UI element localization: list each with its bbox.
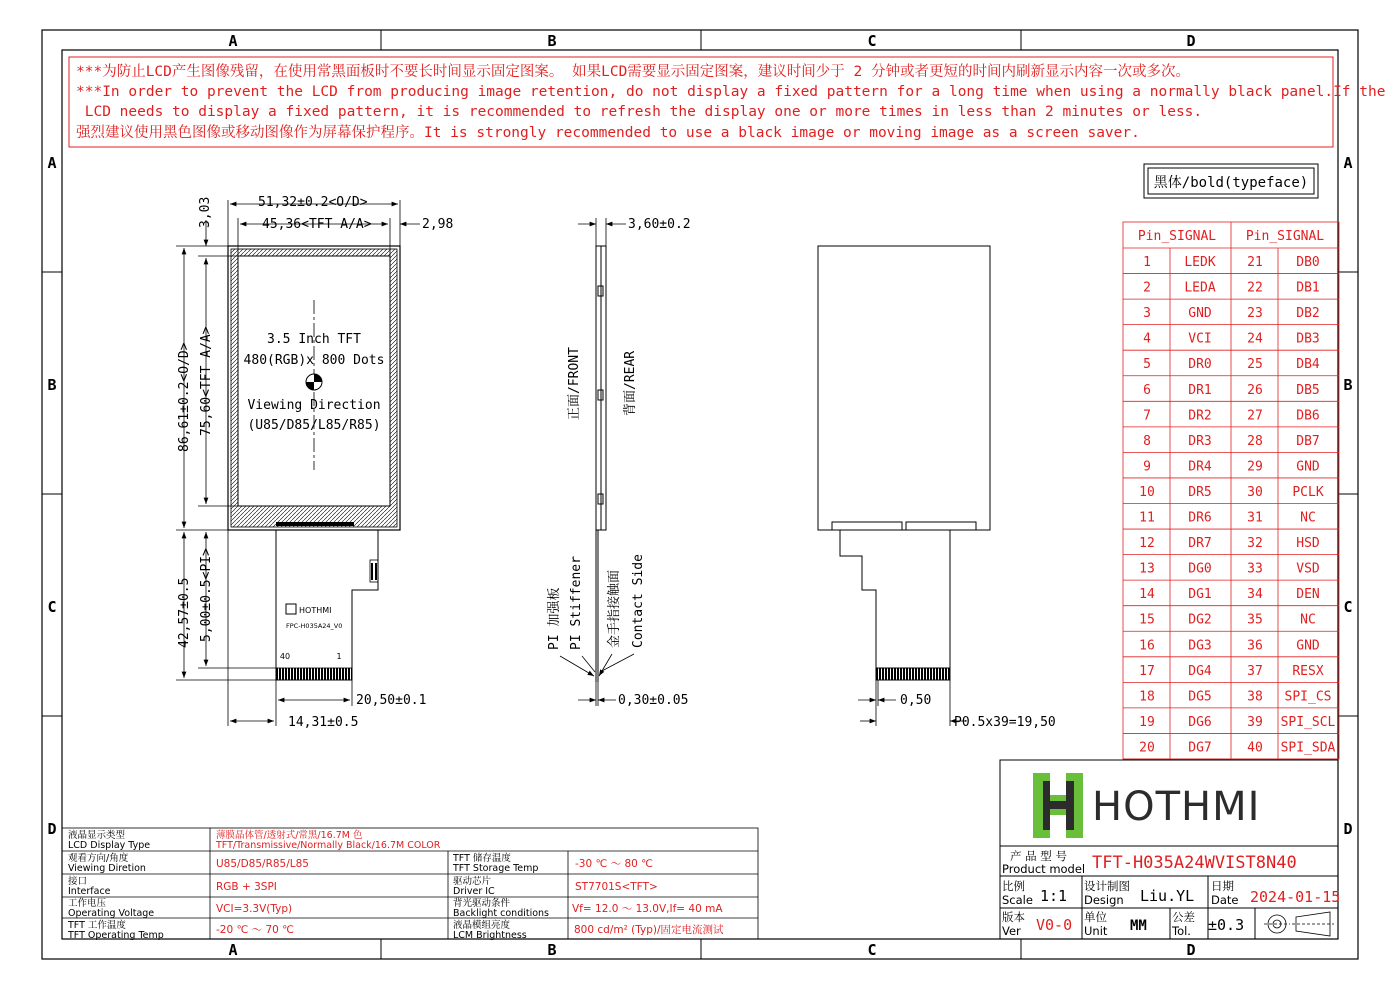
pin-number: 2 bbox=[1143, 280, 1151, 296]
dim-outline-height: 86,61±0.2<O/D> bbox=[177, 342, 192, 452]
pin-signal: SPI_CS bbox=[1284, 689, 1332, 705]
pin-number: 19 bbox=[1139, 714, 1155, 730]
spec-value: TFT/Transmissive/Normally Black/16.7M COLOR bbox=[216, 840, 441, 851]
col-label-bottom: A bbox=[228, 941, 238, 959]
typeface-label: 黑体/bold(typeface) bbox=[1153, 175, 1309, 191]
pin-number: 10 bbox=[1139, 484, 1155, 500]
date-label-en: Date bbox=[1211, 893, 1239, 907]
dim-top-margin: 3,03 bbox=[198, 196, 213, 228]
pin-signal: LEDK bbox=[1184, 255, 1216, 270]
spec-label-cn: 接口 bbox=[68, 876, 88, 887]
pin-signal: VSD bbox=[1296, 561, 1320, 577]
pin-signal: LEDA bbox=[1184, 280, 1216, 296]
pin-signal: DB2 bbox=[1296, 306, 1320, 322]
pin-number: 9 bbox=[1143, 459, 1151, 475]
pin-signal: GND bbox=[1296, 459, 1320, 475]
resolution-text: 480(RGB)x 800 Dots bbox=[243, 353, 385, 368]
pin-signal: SPI_SCL bbox=[1280, 714, 1336, 730]
brand-name: HOTHMI bbox=[1092, 784, 1261, 830]
fpc-logo-text: HOTHMI bbox=[299, 606, 332, 615]
spec-value: RGB + 3SPI bbox=[216, 881, 277, 893]
pin-signal: DR1 bbox=[1188, 382, 1212, 398]
row-label-right: B bbox=[1343, 376, 1353, 394]
pin-signal: DG4 bbox=[1188, 663, 1212, 679]
first-angle-projection-icon bbox=[1264, 912, 1334, 936]
spec-value: ST7701S<TFT> bbox=[575, 881, 658, 893]
tol-label-cn: 公差 bbox=[1172, 910, 1195, 924]
note-line: ***In order to prevent the LCD from producing image retention, do not display a fixed pattern for a long time when using a normally black panel.If the bbox=[76, 84, 1386, 100]
pin-number: 30 bbox=[1247, 484, 1263, 500]
pin-number: 32 bbox=[1247, 536, 1263, 552]
spec-label-cn: 驱动芯片 bbox=[453, 876, 492, 887]
pin-number: 28 bbox=[1247, 433, 1263, 449]
pin-table-header: Pin_SIGNAL bbox=[1245, 229, 1325, 244]
pin-number: 22 bbox=[1247, 280, 1263, 296]
scale-value: 1:1 bbox=[1040, 887, 1068, 905]
pin-number: 24 bbox=[1247, 331, 1263, 347]
rear-label: 背面/REAR bbox=[623, 350, 638, 416]
pin-number: 3 bbox=[1143, 306, 1151, 322]
spec-label-en: Backlight conditions bbox=[453, 908, 550, 919]
pin-number: 33 bbox=[1247, 561, 1263, 577]
scale-label-en: Scale bbox=[1002, 893, 1033, 907]
pin-number: 34 bbox=[1247, 587, 1263, 603]
pin-signal: DR6 bbox=[1188, 510, 1212, 526]
spec-label-en: Operating Voltage bbox=[68, 908, 155, 919]
fpc-part-text: FPC-H035A24_V0 bbox=[286, 622, 343, 630]
contact-side-cn: 金手指接触面 bbox=[607, 569, 622, 648]
note-line: LCD needs to display a fixed pattern, it is recommended to refresh the display one or more times in less than 2 minutes or less. bbox=[76, 104, 1203, 120]
spec-label-cn: 观看方向/角度 bbox=[68, 853, 129, 864]
row-label-left: D bbox=[47, 820, 57, 838]
pin-signal: GND bbox=[1188, 306, 1212, 322]
designer-value: Liu.YL bbox=[1140, 887, 1195, 905]
pin-table-header: Pin_SIGNAL bbox=[1137, 229, 1217, 244]
spec-value: U85/D85/R85/L85 bbox=[216, 858, 309, 870]
rear-view bbox=[818, 246, 990, 726]
pin-signal: DG3 bbox=[1188, 638, 1212, 654]
pin-number: 17 bbox=[1139, 663, 1155, 679]
viewing-direction-text: Viewing Direction bbox=[247, 398, 381, 413]
pin-number: 27 bbox=[1247, 408, 1263, 424]
note-line: 强烈建议使用黑色图像或移动图像作为屏幕保护程序。It is strongly recommended to use a black image or moving image as a screen saver. bbox=[76, 125, 1140, 141]
spec-label-cn: 背光驱动条件 bbox=[453, 898, 511, 909]
spec-value: -30 ℃ ～ 80 ℃ bbox=[575, 858, 653, 870]
pin-signal: DG0 bbox=[1188, 561, 1212, 577]
pin-signal: DG2 bbox=[1188, 612, 1212, 628]
spec-label-cn: 工作电压 bbox=[68, 898, 107, 909]
pin-number: 37 bbox=[1247, 663, 1263, 679]
ver-label-en: Ver bbox=[1002, 924, 1021, 938]
dim-right-margin: 2,98 bbox=[422, 217, 454, 232]
dim-pitch: P0.5x39=19,50 bbox=[954, 715, 1056, 730]
pin-number: 23 bbox=[1247, 306, 1263, 322]
spec-value: 薄膜晶体管/透射式/常黑/16.7M 色 bbox=[216, 830, 363, 841]
dim-thickness: 3,60±0.2 bbox=[628, 217, 691, 232]
pi-stiffener-cn: PI 加强板 bbox=[547, 587, 562, 650]
spec-label-en: Viewing Diretion bbox=[68, 863, 146, 874]
pin-last-label: 1 bbox=[336, 652, 342, 661]
unit-label-en: Unit bbox=[1084, 924, 1108, 938]
contact-side-en: Contact Side bbox=[631, 554, 646, 648]
pin-first-label: 40 bbox=[279, 652, 291, 661]
pin-number: 7 bbox=[1143, 408, 1151, 424]
pin-signal: DB0 bbox=[1296, 255, 1320, 270]
col-label-bottom: B bbox=[547, 941, 557, 959]
pin-signal: DR5 bbox=[1188, 484, 1212, 500]
pin-signal: DB3 bbox=[1296, 331, 1320, 347]
spec-label-cn: 液晶显示类型 bbox=[68, 830, 126, 841]
pin-number: 40 bbox=[1247, 740, 1263, 756]
tol-value: ±0.3 bbox=[1208, 916, 1245, 934]
design-label-cn: 设计制图 bbox=[1084, 879, 1130, 893]
pin-signal: NC bbox=[1300, 510, 1316, 526]
pin-signal: GND bbox=[1296, 638, 1320, 654]
col-label-top: C bbox=[867, 32, 877, 50]
dim-pi-length: 5,00±0.5<PI> bbox=[199, 548, 214, 642]
pin-number: 36 bbox=[1247, 638, 1263, 654]
pin-signal: VCI bbox=[1188, 331, 1212, 347]
product-model: TFT-H035A24WVIST8N40 bbox=[1092, 853, 1297, 873]
row-label-right: C bbox=[1343, 598, 1353, 616]
pin-signal: DG1 bbox=[1188, 587, 1212, 603]
spec-label-en: TFT Operating Temp bbox=[68, 930, 164, 941]
pin-number: 35 bbox=[1247, 612, 1263, 628]
pin-number: 26 bbox=[1247, 382, 1263, 398]
pin-number: 12 bbox=[1139, 536, 1155, 552]
pin-number: 6 bbox=[1143, 382, 1151, 398]
pin-number: 18 bbox=[1139, 689, 1155, 705]
note-line: ***为防止LCD产生图像残留，在使用常黑面板时不要长时间显示固定图案。 如果LCD需要显示固定图案，建议时间少于 2 分钟或者更短的时间内刷新显示内容一次或多次。 bbox=[76, 64, 1190, 80]
pin-signal: HSD bbox=[1296, 536, 1320, 552]
viewing-angles-text: (U85/D85/L85/R85) bbox=[247, 418, 381, 433]
pin-number: 14 bbox=[1139, 587, 1155, 603]
row-label-left: B bbox=[47, 376, 57, 394]
dim-fpc-width: 20,50±0.1 bbox=[356, 693, 427, 708]
pin-signal: SPI_SDA bbox=[1280, 740, 1336, 756]
scale-label-cn: 比例 bbox=[1002, 879, 1025, 893]
dim-outline-width: 51,32±0.2<O/D> bbox=[258, 195, 368, 210]
pin-signal: DR4 bbox=[1188, 459, 1212, 475]
tol-label-en: Tol. bbox=[1172, 924, 1191, 938]
dim-fpc-length: 42,57±0.5 bbox=[177, 577, 192, 648]
pin-number: 11 bbox=[1139, 510, 1155, 526]
pin-signal: DG5 bbox=[1188, 689, 1212, 705]
spec-label-en: Driver IC bbox=[453, 886, 495, 897]
row-label-right: D bbox=[1343, 820, 1353, 838]
spec-value: Vf= 12.0 ～ 13.0V,If= 40 mA bbox=[572, 903, 723, 915]
spec-value: -20 ℃ ～ 70 ℃ bbox=[216, 924, 294, 936]
pin-signal: DG6 bbox=[1188, 714, 1212, 730]
hothmi-logo bbox=[1033, 773, 1083, 838]
unit-value: MM bbox=[1130, 918, 1147, 934]
pin-number: 29 bbox=[1247, 459, 1263, 475]
spec-value: 800 cd/m² (Typ)/固定电流测试 bbox=[574, 924, 724, 936]
pin-signal: DEN bbox=[1296, 587, 1320, 603]
ver-value: V0-0 bbox=[1036, 916, 1073, 934]
design-label-en: Design bbox=[1084, 893, 1124, 907]
dim-aa-height: 75,60<TFT A/A> bbox=[199, 326, 214, 436]
pin-number: 25 bbox=[1247, 357, 1263, 373]
pin-signal: RESX bbox=[1292, 663, 1324, 679]
row-label-left: A bbox=[47, 154, 57, 172]
pin-number: 31 bbox=[1247, 510, 1263, 526]
dim-fpc-thickness: 0,30±0.05 bbox=[618, 693, 689, 708]
col-label-top: B bbox=[547, 32, 557, 50]
spec-label-en: LCM Brightness bbox=[453, 930, 527, 941]
pin-number: 38 bbox=[1247, 689, 1263, 705]
pin-number: 13 bbox=[1139, 561, 1155, 577]
dim-pin-width: 0,50 bbox=[900, 693, 932, 708]
ver-label-cn: 版本 bbox=[1002, 910, 1025, 924]
pin-number: 16 bbox=[1139, 638, 1155, 654]
pin-signal: DG7 bbox=[1188, 740, 1212, 756]
dim-fpc-offset: 14,31±0.5 bbox=[288, 715, 359, 730]
screen-size-text: 3.5 Inch TFT bbox=[267, 332, 361, 347]
date-label-cn: 日期 bbox=[1211, 879, 1234, 893]
spec-label-cn: TFT 工作温度 bbox=[68, 920, 126, 931]
row-label-right: A bbox=[1343, 154, 1353, 172]
spec-value: VCI=3.3V(Typ) bbox=[216, 903, 293, 915]
pin-number: 39 bbox=[1247, 714, 1263, 730]
pi-stiffener-en: PI Stiffener bbox=[569, 556, 584, 650]
pin-signal: DR3 bbox=[1188, 433, 1212, 449]
col-label-top: D bbox=[1186, 32, 1196, 50]
row-label-left: C bbox=[47, 598, 57, 616]
pin-signal: DR2 bbox=[1188, 408, 1212, 424]
spec-label-en: TFT Storage Temp bbox=[453, 863, 539, 874]
front-label: 正面/FRONT bbox=[567, 347, 582, 420]
pin-number: 20 bbox=[1139, 740, 1155, 756]
spec-label-en: Interface bbox=[68, 886, 111, 897]
col-label-top: A bbox=[228, 32, 238, 50]
pin-signal: DB1 bbox=[1296, 280, 1320, 296]
fpc-logo-icon bbox=[286, 604, 296, 614]
pin-number: 1 bbox=[1143, 255, 1151, 270]
pin-signal: DB4 bbox=[1296, 357, 1320, 373]
pin-number: 5 bbox=[1143, 357, 1151, 373]
pin-signal: PCLK bbox=[1292, 484, 1324, 500]
spec-label-en: LCD Display Type bbox=[68, 840, 151, 851]
pin-number: 15 bbox=[1139, 612, 1155, 628]
pin-signal: DB6 bbox=[1296, 408, 1320, 424]
pin-signal: DR7 bbox=[1188, 536, 1212, 552]
spec-label-cn: 液晶模组亮度 bbox=[453, 920, 511, 931]
pin-number: 4 bbox=[1143, 331, 1151, 347]
pin-signal: DR0 bbox=[1188, 357, 1212, 373]
model-label-cn: 产 品 型 号 bbox=[1010, 849, 1067, 863]
col-label-bottom: D bbox=[1186, 941, 1196, 959]
dim-aa-width: 45,36<TFT A/A> bbox=[262, 217, 372, 232]
date-value: 2024-01-15 bbox=[1250, 888, 1341, 906]
pin-signal: NC bbox=[1300, 612, 1316, 628]
col-label-bottom: C bbox=[867, 941, 877, 959]
pin-number: 21 bbox=[1247, 255, 1263, 270]
pin-signal: DB7 bbox=[1296, 433, 1320, 449]
unit-label-cn: 单位 bbox=[1084, 910, 1107, 924]
pin-number: 8 bbox=[1143, 433, 1151, 449]
spec-label-cn: TFT 储存温度 bbox=[453, 853, 511, 864]
pin-signal: DB5 bbox=[1296, 382, 1320, 398]
model-label-en: Product model bbox=[1002, 862, 1086, 876]
